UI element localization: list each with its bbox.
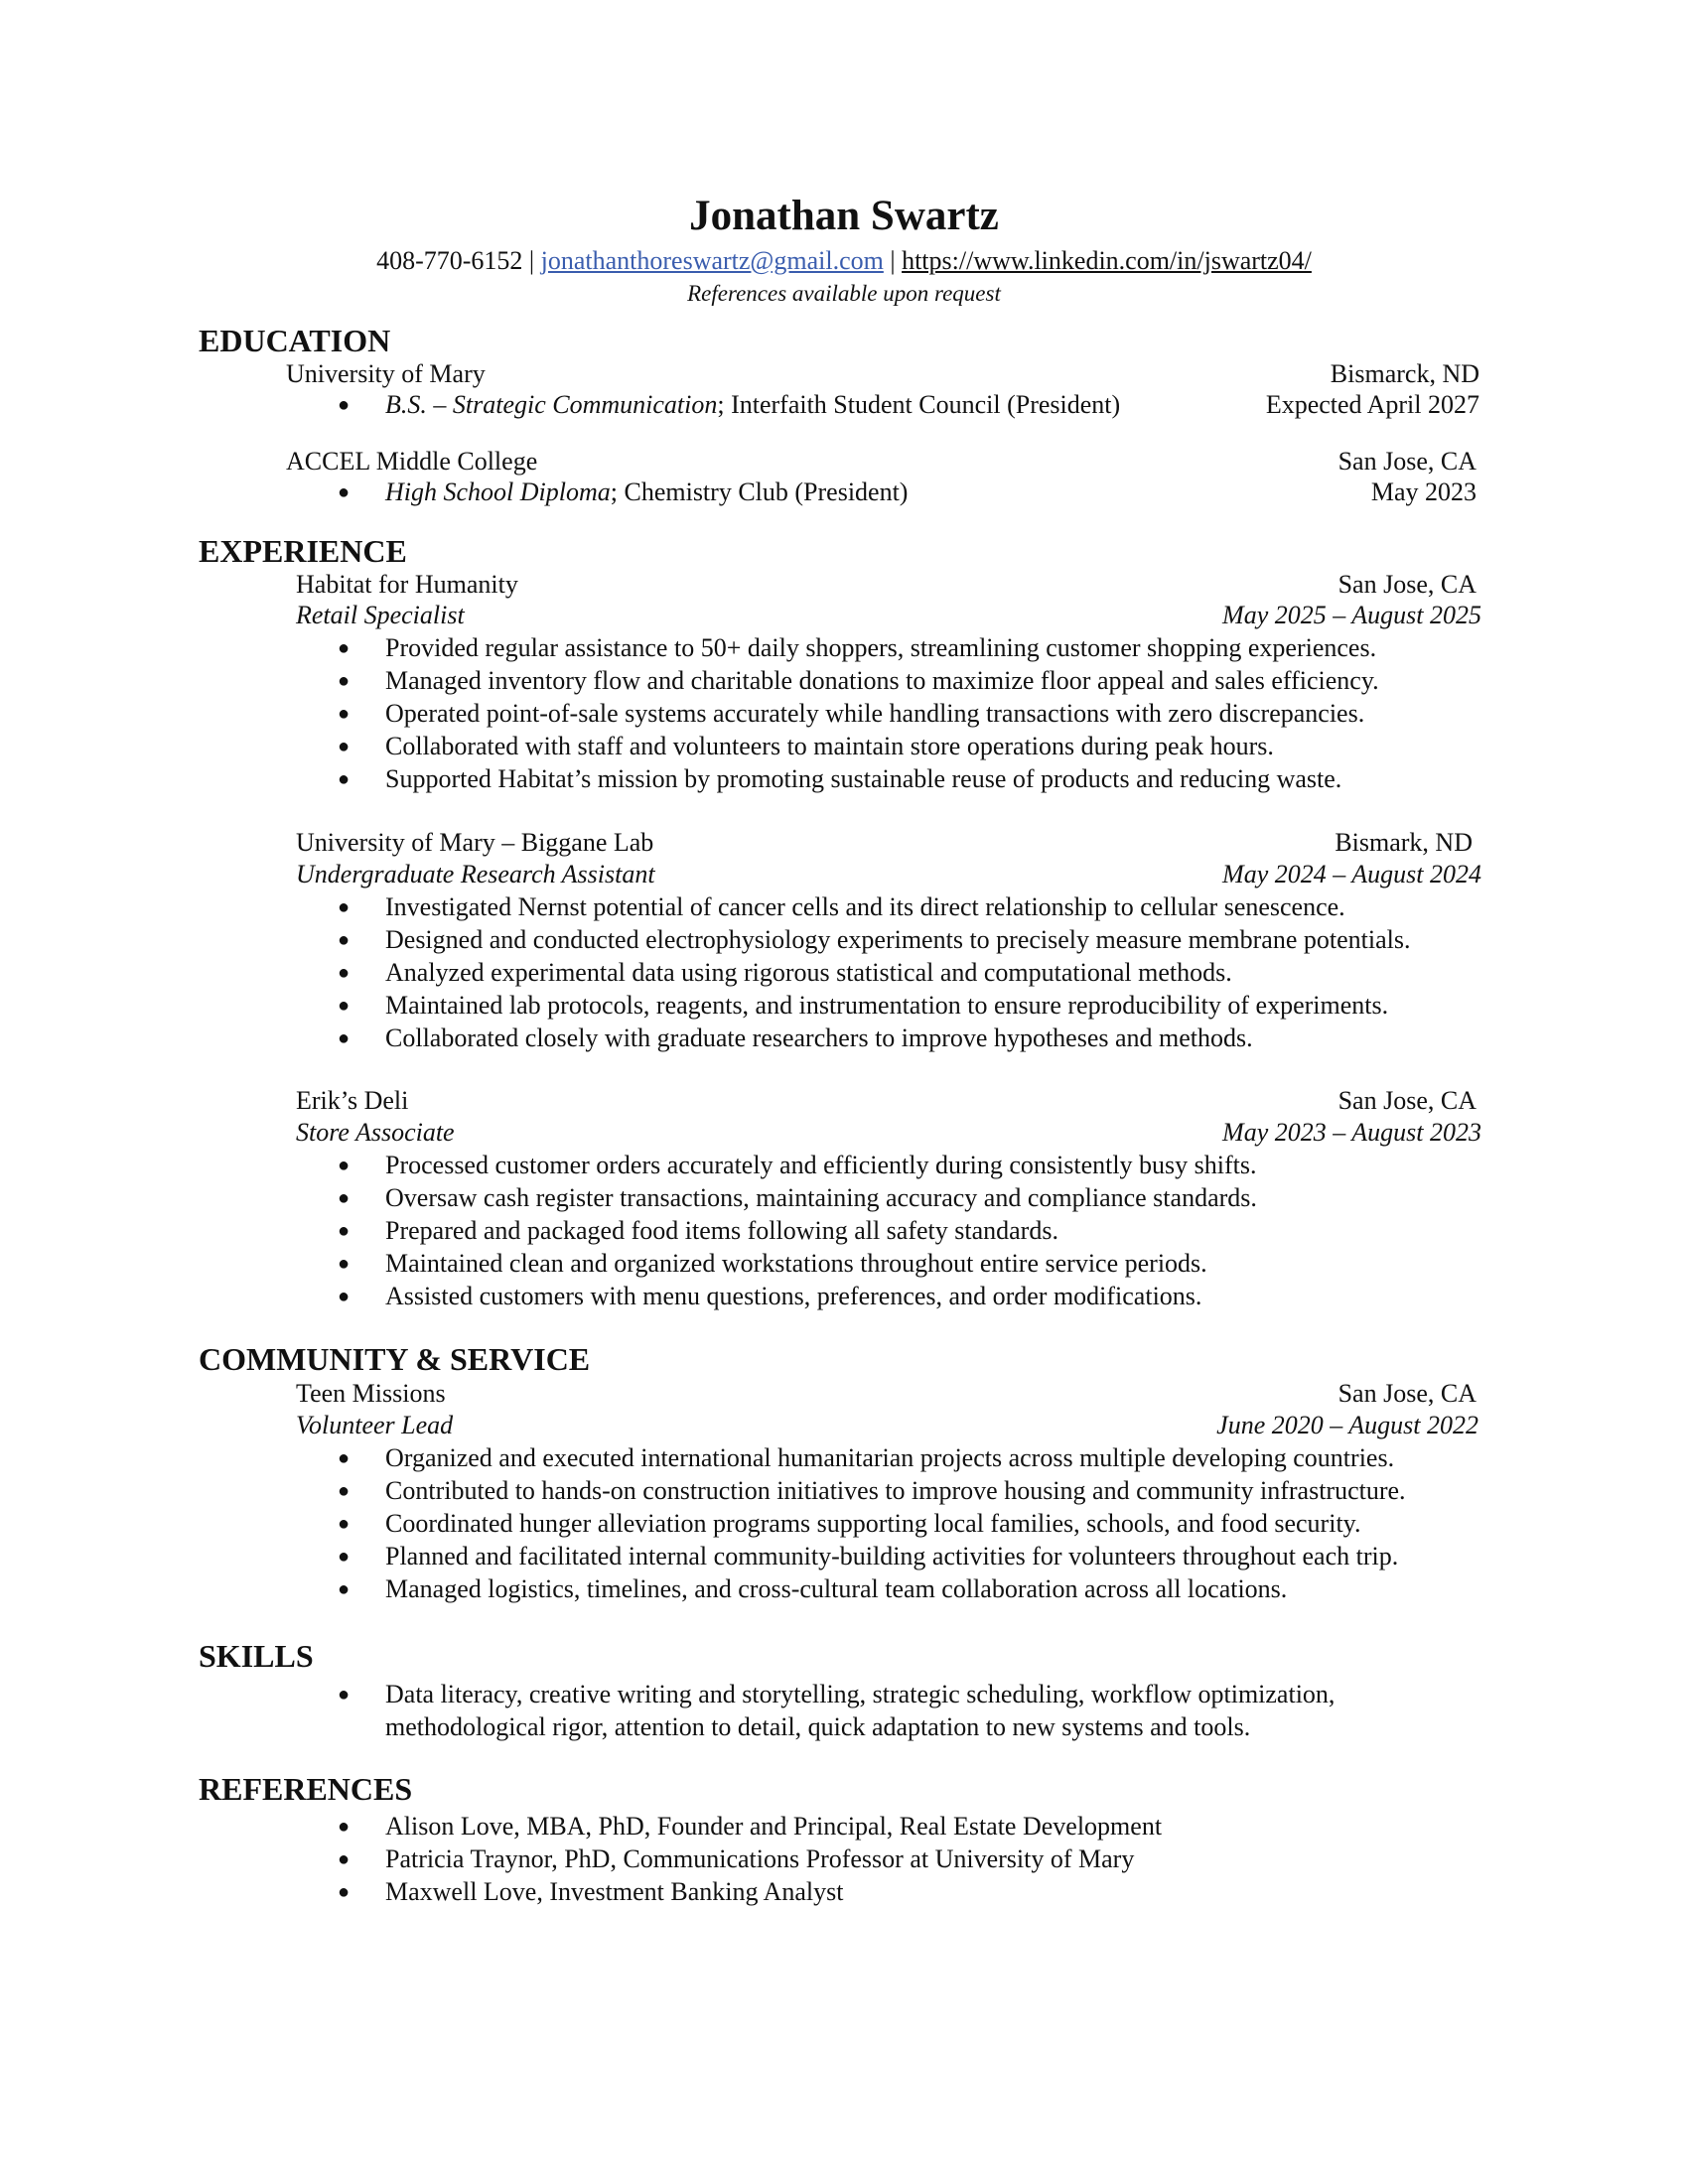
job-role: Undergraduate Research Assistant <box>296 860 655 888</box>
job-dates: May 2024 – August 2024 <box>1222 860 1481 888</box>
job-bullet: Investigated Nernst potential of cancer cells and its direct relationship to cellular senescence. <box>385 892 1345 921</box>
job-dates: May 2025 – August 2025 <box>1222 601 1481 629</box>
job-bullet: Collaborated with staff and volunteers to maintain store operations during peak hours. <box>385 732 1274 760</box>
community-bullet: Organized and executed international humanitarian projects across multiple developing countries. <box>385 1443 1395 1472</box>
bullet-glyph: ● <box>338 1155 351 1176</box>
bullet-glyph: ● <box>338 929 351 951</box>
bullet-glyph: ● <box>338 703 351 725</box>
references-heading: REFERENCES <box>199 1771 413 1807</box>
community-bullet: Coordinated hunger alleviation programs supporting local families, schools, and food security. <box>385 1509 1361 1538</box>
bullet-glyph: ● <box>338 1513 351 1535</box>
job-location: San Jose, CA <box>1337 570 1477 599</box>
job-org: Erik’s Deli <box>296 1086 409 1115</box>
job-bullet: Processed customer orders accurately and efficiently during consistently busy shifts. <box>385 1151 1257 1179</box>
job-bullet: Managed inventory flow and charitable donations to maximize floor appeal and sales efficiency. <box>385 666 1379 695</box>
email-link[interactable]: jonathanthoreswartz@gmail.com <box>540 246 884 275</box>
experience-heading: EXPERIENCE <box>199 533 407 569</box>
degree-name: High School Diploma <box>385 478 611 506</box>
phone-number: 408-770-6152 <box>376 246 523 275</box>
job-location: San Jose, CA <box>1337 1086 1477 1115</box>
job-bullet: Assisted customers with menu questions, preferences, and order modifications. <box>385 1282 1202 1310</box>
separator: | <box>528 246 535 275</box>
bullet-glyph: ● <box>338 1848 351 1870</box>
school-location: San Jose, CA <box>1337 447 1477 476</box>
skills-text-line-2: methodological rigor, attention to detail, quick adaptation to new systems and tools. <box>385 1712 1251 1741</box>
bullet-glyph: ● <box>338 1447 351 1469</box>
job-location: Bismark, ND <box>1335 828 1473 857</box>
separator: | <box>890 246 896 275</box>
bullet-glyph: ● <box>338 995 351 1017</box>
school-name: ACCEL Middle College <box>286 447 538 476</box>
school-name: University of Mary <box>286 359 486 388</box>
job-bullet: Analyzed experimental data using rigorous statistical and computational methods. <box>385 958 1232 987</box>
job-org: University of Mary – Biggane Lab <box>296 828 654 857</box>
community-location: San Jose, CA <box>1337 1379 1477 1408</box>
job-bullet: Collaborated closely with graduate researchers to improve hypotheses and methods. <box>385 1024 1253 1052</box>
community-bullet: Planned and facilitated internal community-building activities for volunteers throughout each trip. <box>385 1542 1399 1570</box>
skills-text-line-1: Data literacy, creative writing and storytelling, strategic scheduling, workflow optimization, <box>385 1680 1336 1708</box>
job-org: Habitat for Humanity <box>296 570 518 599</box>
community-org: Teen Missions <box>296 1379 446 1408</box>
bullet-glyph: ● <box>338 1286 351 1307</box>
job-role: Store Associate <box>296 1118 455 1147</box>
bullet-glyph: ● <box>338 1253 351 1275</box>
reference-item: Alison Love, MBA, PhD, Founder and Principal, Real Estate Development <box>385 1812 1163 1841</box>
job-bullet: Maintained lab protocols, reagents, and instrumentation to ensure reproducibility of experiments. <box>385 991 1389 1020</box>
community-dates: June 2020 – August 2022 <box>1216 1411 1478 1439</box>
bullet-glyph: ● <box>338 1816 351 1838</box>
job-bullet: Maintained clean and organized workstations throughout entire service periods. <box>385 1249 1207 1278</box>
bullet-glyph: ● <box>338 637 351 659</box>
bullet-glyph: ● <box>338 1027 351 1049</box>
degree-date: Expected April 2027 <box>1265 390 1479 419</box>
community-bullet: Contributed to hands-on construction initiatives to improve housing and community infrastructure. <box>385 1476 1406 1505</box>
degree-detail: ; Chemistry Club (President) <box>610 478 909 506</box>
reference-item: Patricia Traynor, PhD, Communications Professor at University of Mary <box>385 1844 1135 1873</box>
job-bullet: Prepared and packaged food items following all safety standards. <box>385 1216 1058 1245</box>
bullet-glyph: ● <box>338 481 351 503</box>
candidate-name: Jonathan Swartz <box>689 193 999 239</box>
job-bullet: Operated point-of-sale systems accurately while handling transactions with zero discrepancies. <box>385 699 1365 728</box>
bullet-glyph: ● <box>338 896 351 918</box>
job-bullet: Oversaw cash register transactions, maintaining accuracy and compliance standards. <box>385 1183 1257 1212</box>
degree-name: B.S. – Strategic Communication <box>385 390 718 419</box>
degree-line <box>385 392 1120 418</box>
job-bullet: Designed and conducted electrophysiology experiments to precisely measure membrane potentials. <box>385 925 1411 954</box>
education-heading: EDUCATION <box>199 323 391 358</box>
school-location: Bismarck, ND <box>1330 359 1479 388</box>
bullet-glyph: ● <box>338 1220 351 1242</box>
bullet-glyph: ● <box>338 736 351 757</box>
community-heading: COMMUNITY & SERVICE <box>199 1341 591 1377</box>
community-role: Volunteer Lead <box>296 1411 454 1439</box>
linkedin-link[interactable]: https://www.linkedin.com/in/jswartz04/ <box>902 246 1312 275</box>
references-note: References available upon request <box>687 281 1001 306</box>
job-bullet: Provided regular assistance to 50+ daily shoppers, streamlining customer shopping experiences. <box>385 633 1377 662</box>
bullet-glyph: ● <box>338 1546 351 1568</box>
degree-line <box>385 479 908 505</box>
bullet-glyph: ● <box>338 1480 351 1502</box>
bullet-glyph: ● <box>338 1881 351 1903</box>
bullet-glyph: ● <box>338 1684 351 1706</box>
job-role: Retail Specialist <box>296 601 465 629</box>
reference-item: Maxwell Love, Investment Banking Analyst <box>385 1877 844 1906</box>
bullet-glyph: ● <box>338 962 351 984</box>
community-bullet: Managed logistics, timelines, and cross-cultural team collaboration across all locations. <box>385 1574 1288 1603</box>
bullet-glyph: ● <box>338 1578 351 1600</box>
skills-heading: SKILLS <box>199 1638 314 1674</box>
job-dates: May 2023 – August 2023 <box>1222 1118 1481 1147</box>
degree-detail: ; Interfaith Student Council (President) <box>717 390 1121 419</box>
bullet-glyph: ● <box>338 768 351 790</box>
contact-line <box>0 248 1688 274</box>
job-bullet: Supported Habitat’s mission by promoting sustainable reuse of products and reducing waste. <box>385 764 1342 793</box>
degree-date: May 2023 <box>1370 478 1477 506</box>
bullet-glyph: ● <box>338 1187 351 1209</box>
bullet-glyph: ● <box>338 394 351 416</box>
bullet-glyph: ● <box>338 670 351 692</box>
